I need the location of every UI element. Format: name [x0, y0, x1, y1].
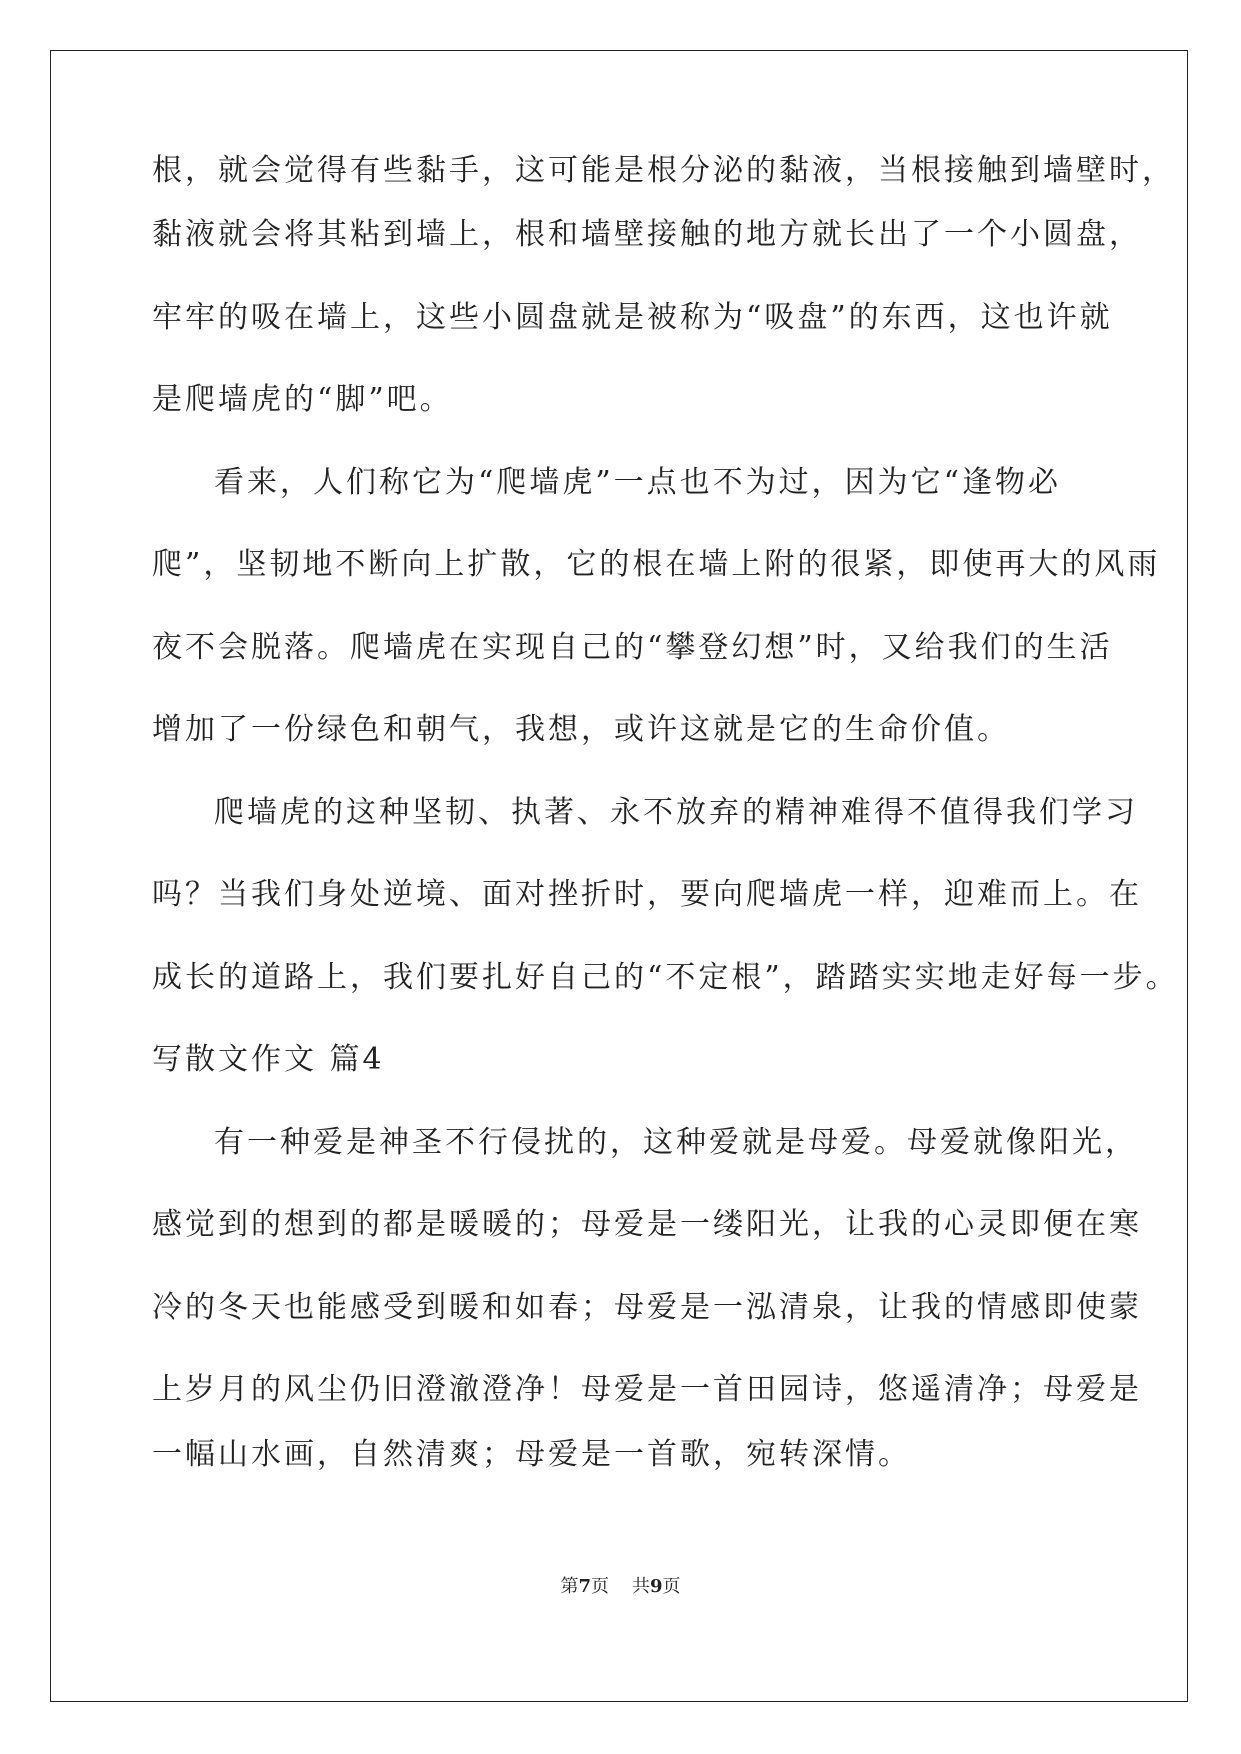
current-page-number: 7 [578, 1576, 592, 1597]
paragraph-start-line: 看来，人们称它为“爬墙虎”一点也不为过，因为它“逢物必 [214, 464, 1062, 500]
total-prefix: 共 [631, 1576, 650, 1597]
page-footer [0, 1572, 1241, 1598]
text-line: 增加了一份绿色和朝气，我想，或许这就是它的生命价值。 [152, 712, 1010, 747]
text-line: 上岁月的风尘仍旧澄澈澄净！母爱是一首田园诗，悠遥清净；母爱是 [152, 1372, 1142, 1407]
text-line: 爬”，坚韧地不断向上扩散，它的根在墙上附的很紧，即使再大的风雨 [152, 547, 1161, 582]
paragraph-start-line: 有一种爱是神圣不行侵扰的，这种爱就是母爱。母爱就像阳光， [214, 1124, 1138, 1160]
total-page-number: 9 [649, 1576, 663, 1597]
total-unit: 页 [662, 1576, 681, 1597]
text-line: 冷的冬天也能感受到暖和如春；母爱是一泓清泉，让我的情感即使蒙 [152, 1289, 1142, 1325]
text-line: 吗？当我们身处逆境、面对挫折时，要向爬墙虎一样，迎难而上。在 [152, 877, 1142, 912]
page-prefix: 第 [560, 1576, 579, 1597]
text-line: 感觉到的想到的都是暖暖的；母爱是一缕阳光，让我的心灵即便在寒 [152, 1207, 1142, 1242]
text-line: 黏液就会将其粘到墙上，根和墙壁接触的地方就长出了一个小圆盘， [152, 217, 1142, 252]
text-line: 成长的道路上，我们要扎好自己的“不定根”，踏踏实实地走好每一步。 [152, 959, 1179, 995]
text-line: 夜不会脱落。爬墙虎在实现自己的“攀登幻想”时，又给我们的生活 [152, 629, 1113, 665]
text-line: 牢牢的吸在墙上，这些小圆盘就是被称为“吸盘”的东西，这也许就 [152, 299, 1113, 335]
text-line: 根，就会觉得有些黏手，这可能是根分泌的黏液，当根接触到墙壁时， [152, 153, 1175, 188]
text-line: 是爬墙虎的“脚”吧。 [152, 382, 453, 417]
page-unit: 页 [591, 1576, 610, 1597]
section-heading: 写散文作文 篇4 [152, 1042, 385, 1077]
document-body [152, 148, 1179, 1478]
paragraph-start-line: 爬墙虎的这种坚韧、执著、永不放弃的精神难得不值得我们学习 [214, 794, 1138, 830]
text-line: 一幅山水画，自然清爽；母爱是一首歌，宛转深情。 [152, 1436, 911, 1472]
